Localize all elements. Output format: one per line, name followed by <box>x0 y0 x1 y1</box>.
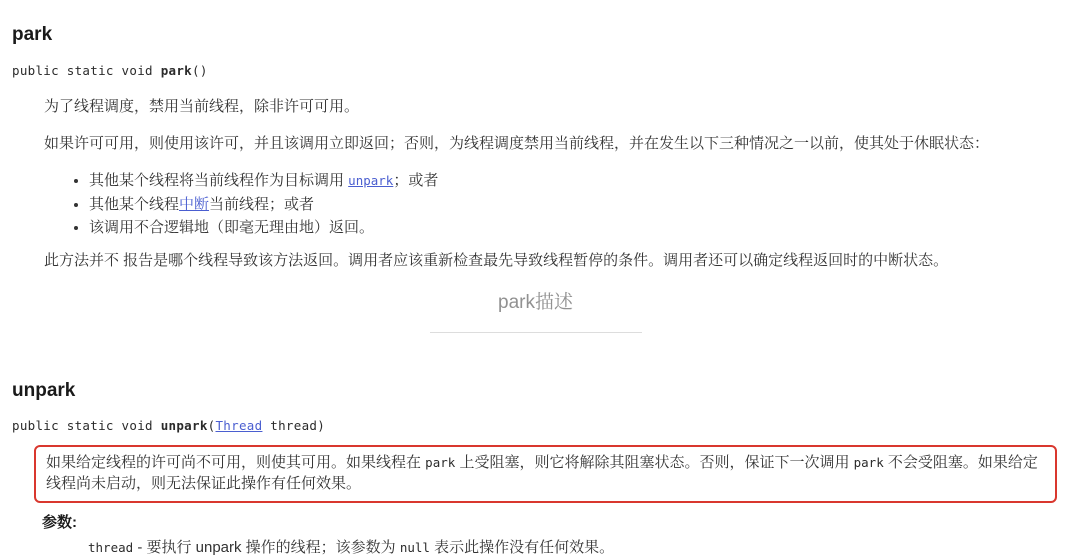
condition-item-spurious <box>89 216 1059 240</box>
figure-caption: park描述 <box>498 291 573 313</box>
bullet-text: 其他某个线程 <box>89 195 180 213</box>
param-thread-line <box>88 538 1059 557</box>
signature-prefix: public static void <box>12 417 161 433</box>
park-heading: park <box>12 24 53 45</box>
signature-prefix: public static void <box>12 63 161 78</box>
signature-paren: ( <box>207 417 216 433</box>
highlight-text: 如果给定线程的许可尚不可用，则使其可用。如果线程在 <box>46 453 426 471</box>
unpark-link[interactable]: unpark <box>348 173 394 188</box>
unpark-heading: unpark <box>12 379 76 401</box>
park-paragraph-1: 为了线程调度，禁用当前线程，除非许可可用。 <box>44 98 360 115</box>
param-text: 表示此操作没有任何效果。 <box>429 538 615 556</box>
park-section <box>12 24 1059 270</box>
params-label: 参数: <box>42 513 77 531</box>
park-conditions-list <box>44 169 1059 240</box>
condition-item-unpark <box>89 169 1059 193</box>
thread-class-link[interactable]: Thread <box>215 417 263 433</box>
null-inline-code: null <box>399 539 430 555</box>
park-paragraph-2: 如果许可可用，则使用该许可，并且该调用立即返回；否则，为线程调度禁用当前线程，并在发生以下三种情况之一以前，使其处于休眠状态： <box>44 135 990 152</box>
bullet-text: 当前线程；或者 <box>209 195 315 213</box>
bullet-text: 其他某个线程将当前线程作为目标调用 <box>89 172 349 189</box>
param-text: - 要执行 unpark 操作的线程；该参数为 <box>133 538 400 556</box>
highlighted-description-box <box>34 445 1057 503</box>
signature-method-name: unpark <box>160 417 208 433</box>
unpark-section <box>12 380 1059 557</box>
signature-method-name: park <box>160 63 192 78</box>
unpark-signature <box>12 418 1059 434</box>
park-signature <box>12 63 1059 79</box>
park-inline-code: park <box>853 454 884 470</box>
park-inline-code: park <box>425 454 456 470</box>
caption-divider <box>430 332 642 333</box>
park-description-block <box>44 97 1059 270</box>
park-paragraph-3: 此方法并不 报告是哪个线程导致该方法返回。调用者应该重新检查最先导致线程暂停的条件。调用者还可以确定线程返回时的中断状态。 <box>44 251 949 269</box>
thread-param-code: thread <box>88 539 134 555</box>
signature-suffix: thread) <box>262 417 326 433</box>
bullet-text: ；或者 <box>393 172 439 189</box>
highlight-text: 上受阻塞，则它将解除其阻塞状态。否则，保证下一次调用 <box>455 453 854 471</box>
highlight-text: 不会受阻塞。如果给定线程尚未启动，则无法保证此操作有任何效果。 <box>46 453 1038 492</box>
condition-item-interrupt <box>89 193 1059 217</box>
signature-suffix: () <box>192 63 208 78</box>
interrupt-link[interactable]: 中断 <box>179 195 210 213</box>
bullet-text: 该调用不合逻辑地（即毫无理由地）返回。 <box>89 219 375 236</box>
